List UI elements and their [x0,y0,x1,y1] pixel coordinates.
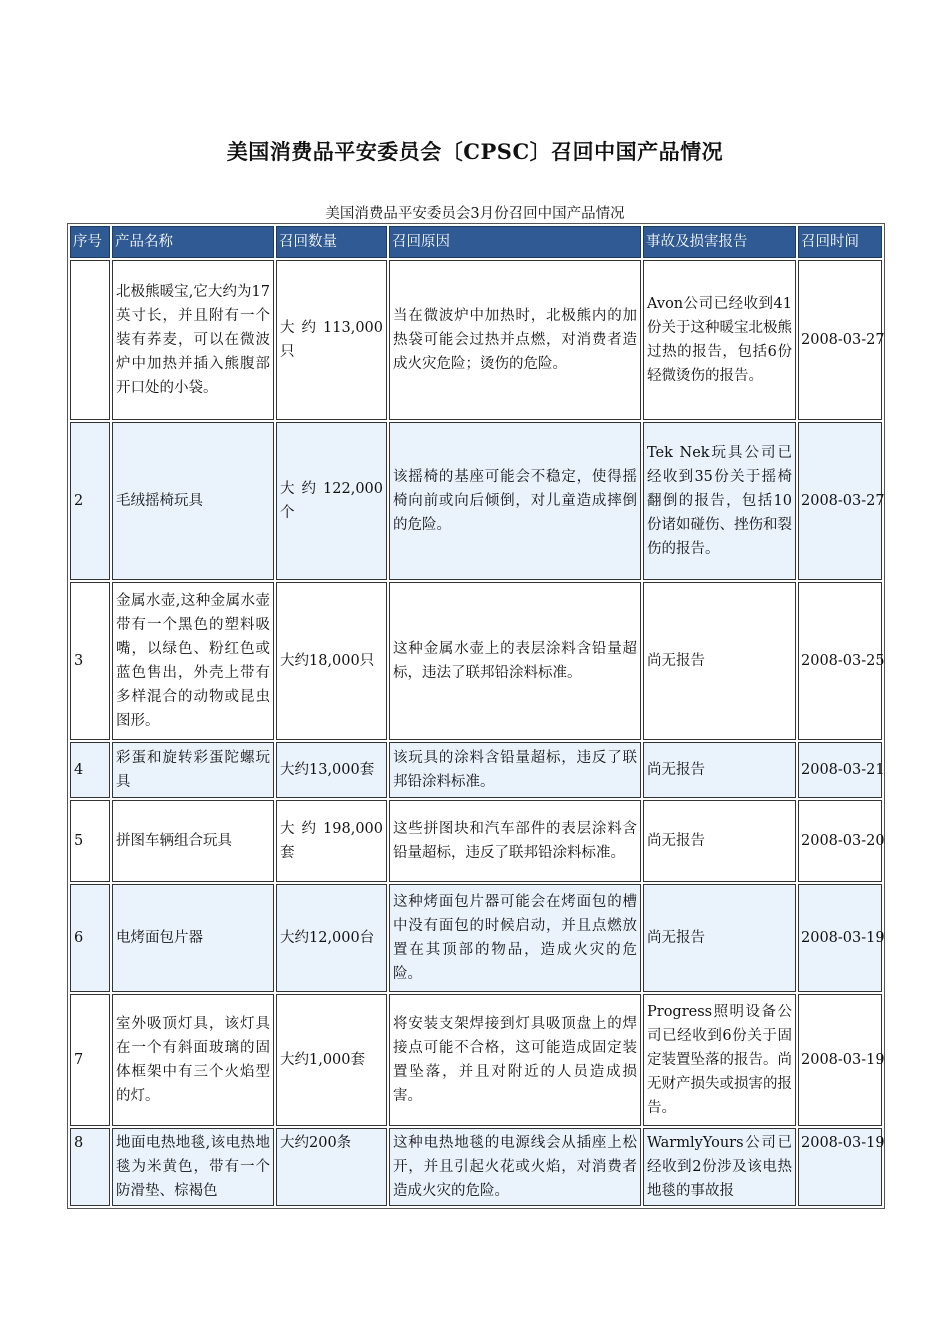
row-product-name: 拼图车辆组合玩具 [112,800,274,882]
table-row [70,582,882,740]
row-index: 4 [70,742,110,798]
row-reason: 该摇椅的基座可能会不稳定，使得摇椅向前或向后倾倒，对儿童造成摔倒的危险。 [389,422,641,580]
table-row [70,800,882,882]
row-report: Avon公司已经收到41份关于这种暖宝北极熊过热的报告，包括6份轻微烫伤的报告。 [643,260,796,420]
header-product-name: 产品名称 [112,226,274,258]
row-date: 2008-03-20 [798,800,882,882]
row-product-name: 金属水壶,这种金属水壶带有一个黑色的塑料吸嘴，以绿色、粉红色或蓝色售出，外壳上带有多样混合的动物或昆虫图形。 [112,582,274,740]
row-index: 6 [70,884,110,992]
row-quantity: 大约13,000套 [276,742,387,798]
row-product-name: 北极熊暖宝,它大约为17英寸长，并且附有一个装有荞麦，可以在微波炉中加热并插入熊腹部开口处的小袋。 [112,260,274,420]
row-date: 2008-03-25 [798,582,882,740]
table-row [70,260,882,420]
header-reason: 召回原因 [389,226,641,258]
row-product-name: 毛绒摇椅玩具 [112,422,274,580]
table-row [70,1128,882,1206]
table-row [70,742,882,798]
row-quantity: 大约200条 [276,1128,387,1206]
row-product-name: 地面电热地毯,该电热地毯为米黄色，带有一个防滑垫、棕褐色 [112,1128,274,1206]
row-report: Tek Nek玩具公司已经收到35份关于摇椅翻倒的报告，包括10份诸如碰伤、挫伤和裂伤的报告。 [643,422,796,580]
row-report: 尚无报告 [643,884,796,992]
row-product-name: 彩蛋和旋转彩蛋陀螺玩具 [112,742,274,798]
recall-table [67,223,885,1209]
row-date: 2008-03-19 [798,1128,882,1206]
row-quantity: 大约113,000只 [276,260,387,420]
row-quantity: 大约1,000套 [276,994,387,1126]
row-index [70,260,110,420]
table-row [70,884,882,992]
row-reason: 这种烤面包片器可能会在烤面包的槽中没有面包的时候启动，并且点燃放置在其顶部的物品，造成火灾的危险。 [389,884,641,992]
row-report: Progress照明设备公司已经收到6份关于固定装置坠落的报告。尚无财产损失或损害的报告。 [643,994,796,1126]
row-index: 5 [70,800,110,882]
row-date: 2008-03-27 [798,422,882,580]
row-reason: 这种电热地毯的电源线会从插座上松开，并且引起火花或火焰，对消费者造成火灾的危险。 [389,1128,641,1206]
table-row [70,422,882,580]
row-reason: 将安装支架焊接到灯具吸顶盘上的焊接点可能不合格，这可能造成固定装置坠落，并且对附近的人员造成损害。 [389,994,641,1126]
row-report: 尚无报告 [643,742,796,798]
row-reason: 这种金属水壶上的表层涂料含铅量超标，违法了联邦铅涂料标准。 [389,582,641,740]
row-index: 3 [70,582,110,740]
row-date: 2008-03-27 [798,260,882,420]
header-index: 序号 [70,226,110,258]
row-index: 7 [70,994,110,1126]
row-quantity: 大约18,000只 [276,582,387,740]
header-date: 召回时间 [798,226,882,258]
row-quantity: 大约12,000台 [276,884,387,992]
row-report: WarmlyYours公司已经收到2份涉及该电热地毯的事故报 [643,1128,796,1206]
table-caption: 美国消费品平安委员会3月份召回中国产品情况 [325,206,625,222]
row-date: 2008-03-21 [798,742,882,798]
header-quantity: 召回数量 [276,226,387,258]
row-index: 2 [70,422,110,580]
page-title: 美国消费品平安委员会〔CPSC〕召回中国产品情况 [226,139,724,164]
row-reason: 当在微波炉中加热时，北极熊内的加热袋可能会过热并点燃，对消费者造成火灾危险；烫伤的危险。 [389,260,641,420]
row-product-name: 室外吸顶灯具，该灯具在一个有斜面玻璃的固体框架中有三个火焰型的灯。 [112,994,274,1126]
table-row [70,994,882,1126]
row-reason: 这些拼图块和汽车部件的表层涂料含铅量超标，违反了联邦铅涂料标准。 [389,800,641,882]
table-header-row [70,226,882,258]
row-quantity: 大约198,000套 [276,800,387,882]
row-report: 尚无报告 [643,582,796,740]
header-report: 事故及损害报告 [643,226,796,258]
row-quantity: 大约122,000个 [276,422,387,580]
row-product-name: 电烤面包片器 [112,884,274,992]
row-index: 8 [70,1128,110,1206]
row-reason: 该玩具的涂料含铅量超标，违反了联邦铅涂料标准。 [389,742,641,798]
row-date: 2008-03-19 [798,884,882,992]
row-report: 尚无报告 [643,800,796,882]
row-date: 2008-03-19 [798,994,882,1126]
